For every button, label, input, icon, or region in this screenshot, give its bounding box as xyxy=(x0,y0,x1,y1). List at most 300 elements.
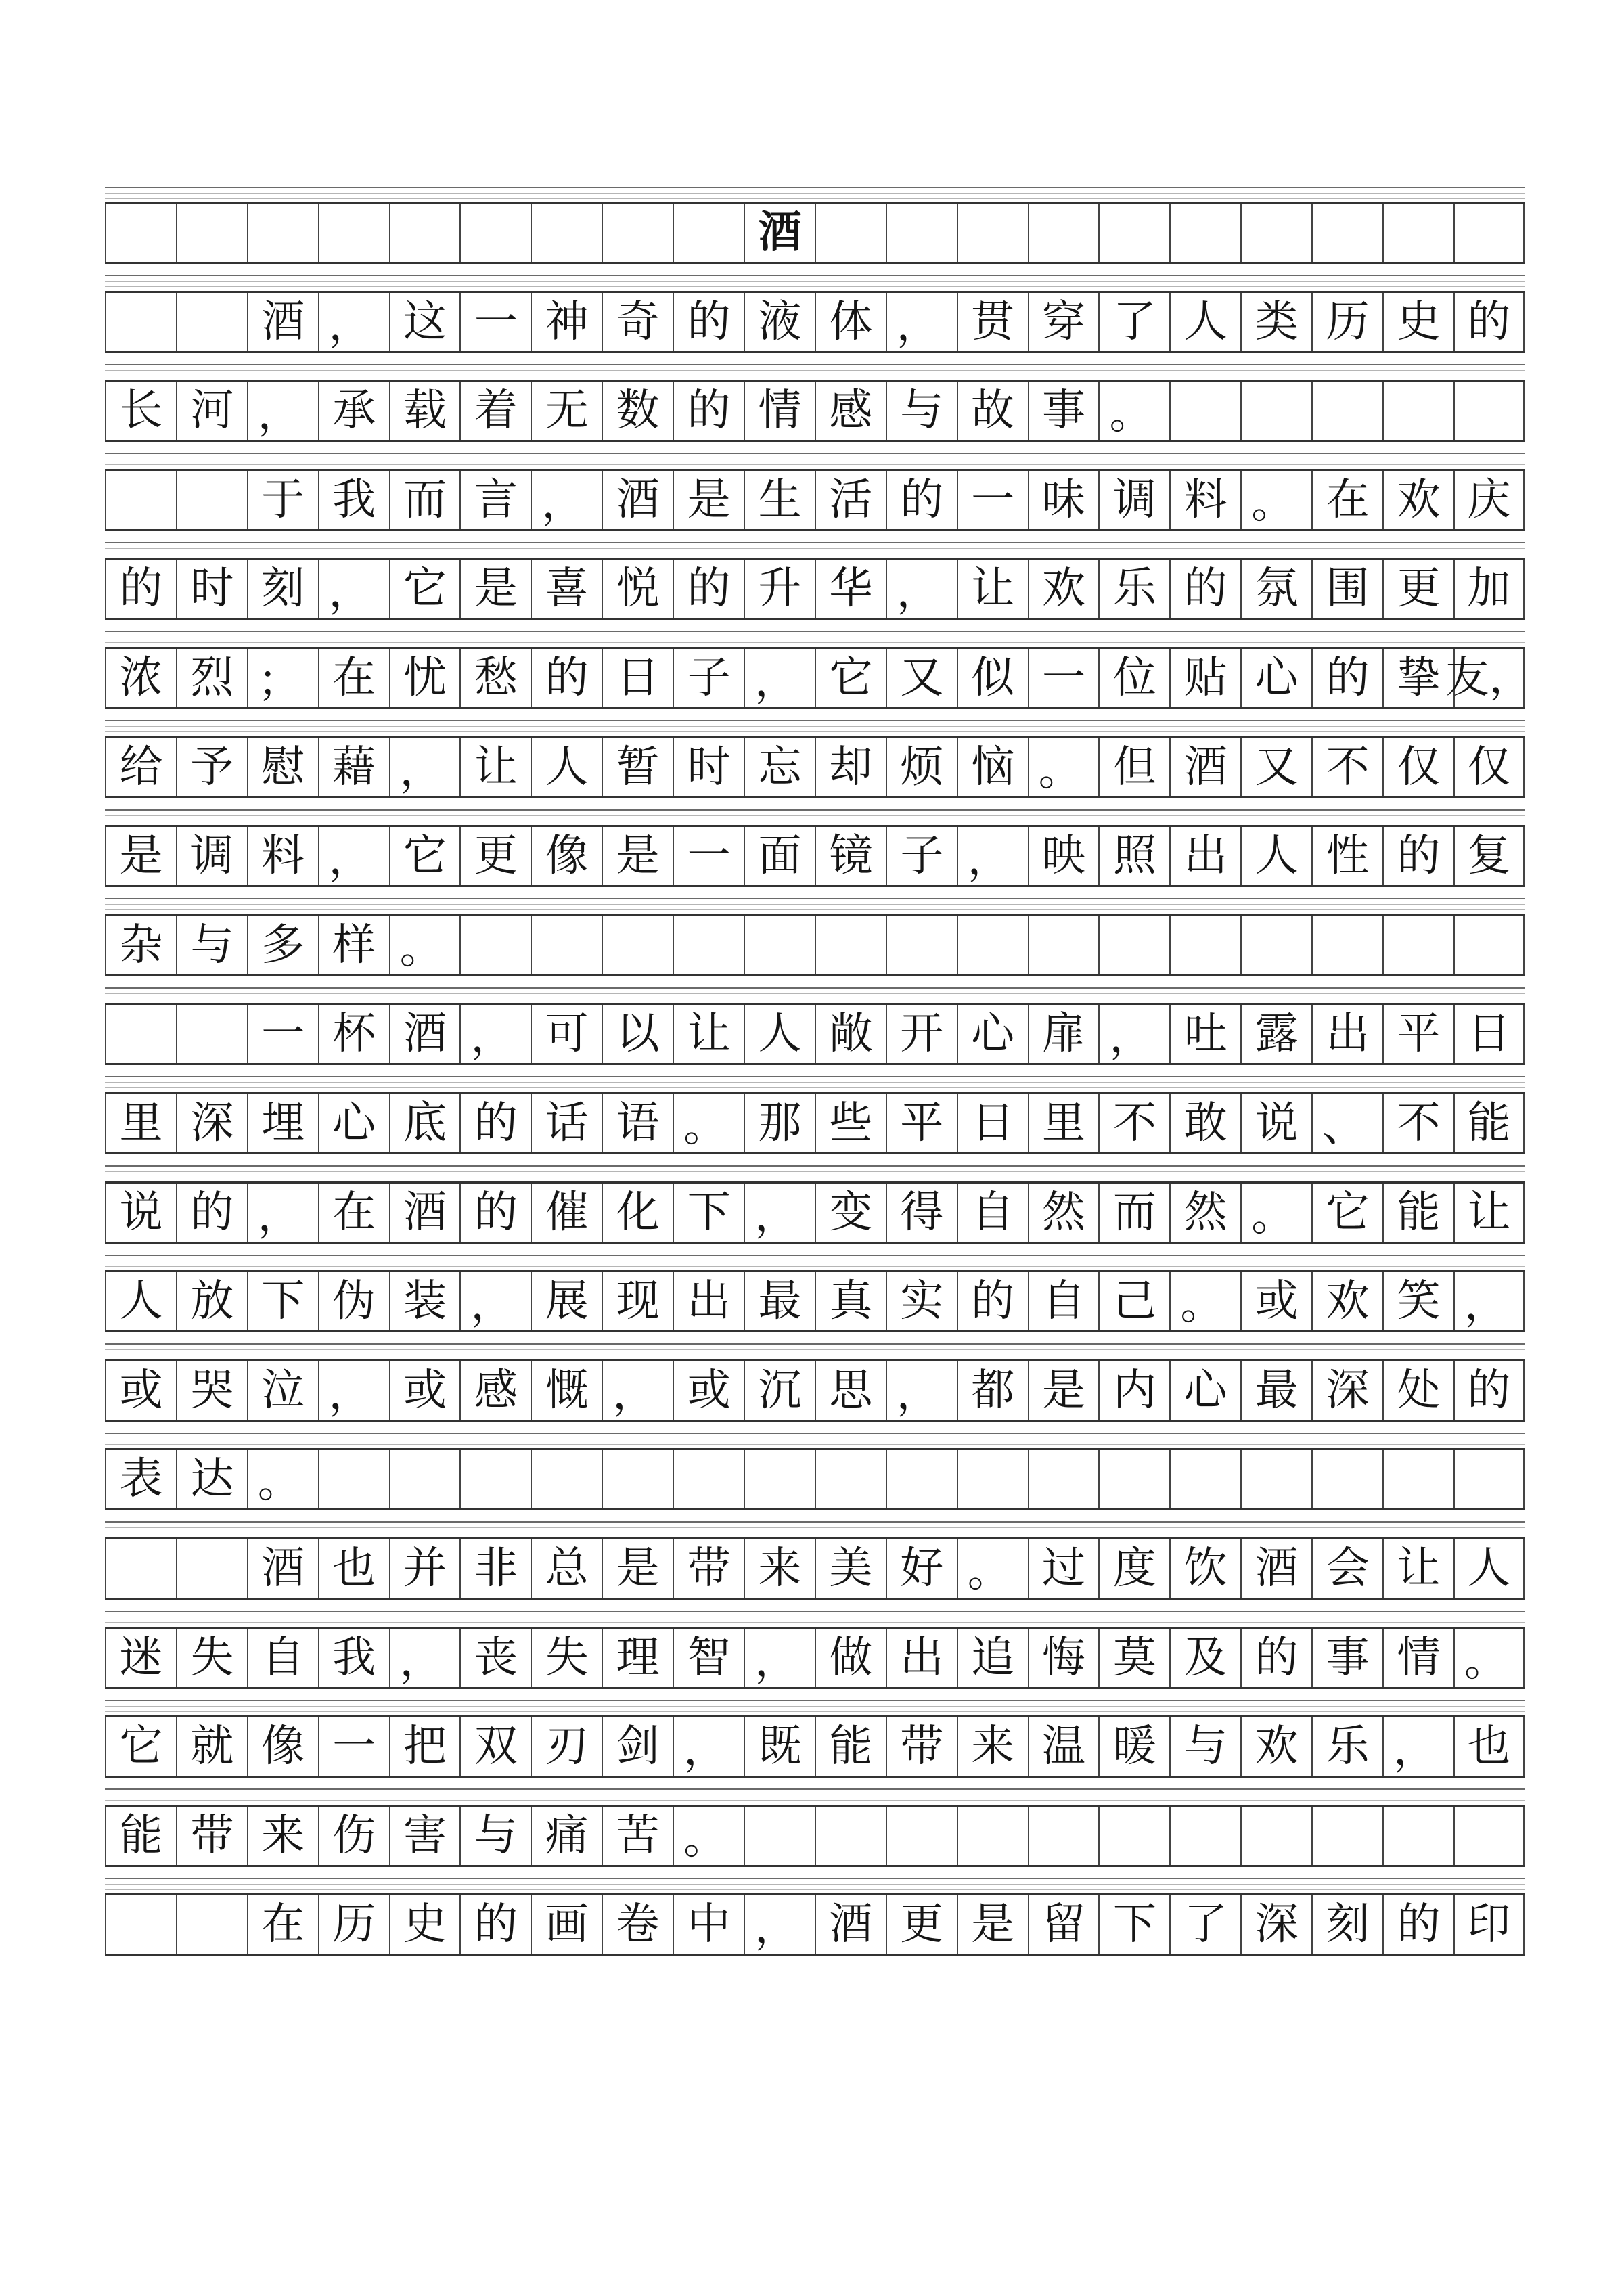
grid-cell: 面 xyxy=(744,827,815,885)
grid-cell: 放 xyxy=(176,1272,247,1330)
grid-cell: 带 xyxy=(673,1539,744,1598)
grid-cell: 让 xyxy=(673,1005,744,1063)
grid-cell: 来 xyxy=(744,1539,815,1598)
grid-cell: 苦 xyxy=(602,1807,673,1865)
grid-row xyxy=(105,1448,1525,1510)
grid-cell: 的 xyxy=(1311,649,1382,707)
grid-cell: 烦 xyxy=(886,738,957,796)
grid-cell: 的 xyxy=(459,1184,531,1242)
grid-cell: 感 xyxy=(459,1361,531,1420)
grid-cell: 感 xyxy=(815,382,886,440)
grid-cell xyxy=(1311,1807,1382,1865)
grid-cell: 心 xyxy=(1240,649,1311,707)
grid-cell: 时 xyxy=(673,738,744,796)
grid-cell: 带 xyxy=(886,1717,957,1776)
grid-cell: 料 xyxy=(247,827,318,885)
grid-cell: 迷 xyxy=(105,1629,176,1687)
grid-cell xyxy=(957,1807,1028,1865)
grid-cell: 害 xyxy=(389,1807,460,1865)
grid-cell xyxy=(1169,1450,1240,1508)
grid-cell: 。 xyxy=(957,1539,1028,1598)
grid-cell: 催 xyxy=(531,1184,602,1242)
grid-cell: 仅 xyxy=(1453,738,1525,796)
grid-cell: 酒 xyxy=(1169,738,1240,796)
grid-cell: 也 xyxy=(318,1539,389,1598)
grid-cell: 伪 xyxy=(318,1272,389,1330)
grid-cell: 像 xyxy=(247,1717,318,1776)
grid-cell: 一 xyxy=(957,471,1028,529)
grid-row xyxy=(105,914,1525,976)
grid-cell: 卷 xyxy=(602,1895,673,1954)
grid-cell: 。 xyxy=(1240,471,1311,529)
grid-row xyxy=(105,1003,1525,1065)
grid-cell: 能 xyxy=(105,1807,176,1865)
grid-cell xyxy=(389,204,460,262)
grid-cell: 或 xyxy=(1240,1272,1311,1330)
grid-cell xyxy=(744,916,815,974)
grid-separator xyxy=(105,187,1525,188)
grid-cell: ， xyxy=(886,560,957,618)
grid-cell xyxy=(1169,382,1240,440)
grid-cell: 历 xyxy=(318,1895,389,1954)
grid-cell: 心 xyxy=(957,1005,1028,1063)
grid-cell xyxy=(744,1450,815,1508)
grid-cell: 在 xyxy=(247,1895,318,1954)
grid-cell xyxy=(815,916,886,974)
grid-cell: 让 xyxy=(1382,1539,1453,1598)
grid-cell: 照 xyxy=(1098,827,1169,885)
grid-cell xyxy=(744,1807,815,1865)
grid-cell: ， xyxy=(389,1629,460,1687)
grid-cell xyxy=(105,293,176,351)
grid-cell: 一 xyxy=(459,293,531,351)
grid-cell xyxy=(1311,382,1382,440)
grid-cell xyxy=(1098,204,1169,262)
grid-cell: 能 xyxy=(1382,1184,1453,1242)
grid-cell: 的 xyxy=(1453,293,1525,351)
grid-cell xyxy=(1169,916,1240,974)
grid-cell: 让 xyxy=(957,560,1028,618)
grid-cell: 刻 xyxy=(1311,1895,1382,1954)
grid-cell: 酒 xyxy=(602,471,673,529)
grid-row xyxy=(105,1092,1525,1154)
grid-separator xyxy=(105,1788,1525,1790)
grid-cell xyxy=(459,1450,531,1508)
grid-cell: ； xyxy=(247,649,318,707)
grid-cell xyxy=(1098,1807,1169,1865)
grid-cell: 说 xyxy=(105,1184,176,1242)
grid-cell: 沉 xyxy=(744,1361,815,1420)
grid-cell xyxy=(531,916,602,974)
grid-cell xyxy=(815,1450,886,1508)
grid-cell: 愁 xyxy=(459,649,531,707)
grid-separator xyxy=(105,631,1525,632)
grid-cell: 留 xyxy=(1028,1895,1099,1954)
grid-cell: ， xyxy=(744,649,815,707)
grid-row xyxy=(105,558,1525,620)
grid-cell: 液 xyxy=(744,293,815,351)
grid-cell xyxy=(531,1450,602,1508)
grid-cell: 莫 xyxy=(1098,1629,1169,1687)
grid-cell: 的 xyxy=(105,560,176,618)
grid-cell: 都 xyxy=(957,1361,1028,1420)
grid-separator xyxy=(105,1433,1525,1434)
grid-cell: 真 xyxy=(815,1272,886,1330)
grid-cell: 酒 xyxy=(389,1184,460,1242)
grid-cell: 奇 xyxy=(602,293,673,351)
grid-cell xyxy=(176,1539,247,1598)
grid-cell: 它 xyxy=(389,827,460,885)
grid-cell: ， xyxy=(318,1361,389,1420)
grid-cell: 下 xyxy=(247,1272,318,1330)
grid-cell xyxy=(957,204,1028,262)
grid-cell: 承 xyxy=(318,382,389,440)
grid-cell: 忘 xyxy=(744,738,815,796)
grid-cell: 酒 xyxy=(744,204,815,262)
grid-cell: 现 xyxy=(602,1272,673,1330)
grid-row xyxy=(105,1893,1525,1956)
grid-cell: 那 xyxy=(744,1094,815,1152)
grid-cell: 化 xyxy=(602,1184,673,1242)
grid-cell xyxy=(176,1005,247,1063)
grid-cell: 己 xyxy=(1098,1272,1169,1330)
grid-cell: 人 xyxy=(531,738,602,796)
grid-cell: 做 xyxy=(815,1629,886,1687)
grid-cell: 更 xyxy=(459,827,531,885)
grid-cell: 然 xyxy=(1028,1184,1099,1242)
grid-cell: 欢 xyxy=(1382,471,1453,529)
grid-cell: 的 xyxy=(1453,1361,1525,1420)
grid-cell: 慰 xyxy=(247,738,318,796)
grid-cell: 历 xyxy=(1311,293,1382,351)
grid-cell: 穿 xyxy=(1028,293,1099,351)
grid-cell: 来 xyxy=(247,1807,318,1865)
grid-cell: 深 xyxy=(1240,1895,1311,1954)
grid-row xyxy=(105,647,1533,709)
grid-row xyxy=(105,1537,1525,1600)
grid-cell: 不 xyxy=(1098,1094,1169,1152)
grid-cell: 人 xyxy=(744,1005,815,1063)
grid-cell: 扉 xyxy=(1028,1005,1099,1063)
grid-cell: 它 xyxy=(389,560,460,618)
grid-cell xyxy=(1453,1807,1525,1865)
grid-cell: 也 xyxy=(1453,1717,1525,1776)
grid-cell: 追 xyxy=(957,1629,1028,1687)
grid-cell: 酒 xyxy=(247,1539,318,1598)
grid-cell: 平 xyxy=(1382,1005,1453,1063)
grid-cell xyxy=(957,1450,1028,1508)
grid-cell: 事 xyxy=(1311,1629,1382,1687)
grid-cell: 下 xyxy=(1098,1895,1169,1954)
grid-cell: 数 xyxy=(602,382,673,440)
grid-cell: 藉 xyxy=(318,738,389,796)
grid-cell: 神 xyxy=(531,293,602,351)
grid-cell: 并 xyxy=(389,1539,460,1598)
grid-cell: 日 xyxy=(602,649,673,707)
grid-cell: 自 xyxy=(1028,1272,1099,1330)
grid-cell: 又 xyxy=(1240,738,1311,796)
grid-cell: 无 xyxy=(531,382,602,440)
grid-cell: 过 xyxy=(1028,1539,1099,1598)
grid-cell xyxy=(176,293,247,351)
grid-cell: 里 xyxy=(105,1094,176,1152)
grid-cell xyxy=(1453,204,1525,262)
grid-cell: 实 xyxy=(886,1272,957,1330)
grid-cell: 史 xyxy=(389,1895,460,1954)
grid-cell: 。 xyxy=(1453,1629,1525,1687)
grid-cell: 是 xyxy=(602,827,673,885)
grid-cell: 深 xyxy=(1311,1361,1382,1420)
grid-cell: ， xyxy=(957,827,1028,885)
grid-cell xyxy=(459,204,531,262)
grid-cell: 双 xyxy=(459,1717,531,1776)
grid-separator xyxy=(105,364,1525,365)
grid-cell: 是 xyxy=(957,1895,1028,1954)
grid-cell: 。 xyxy=(673,1807,744,1865)
grid-cell: 变 xyxy=(815,1184,886,1242)
grid-separator xyxy=(105,987,1525,989)
grid-cell: 心 xyxy=(318,1094,389,1152)
grid-cell: 深 xyxy=(176,1094,247,1152)
grid-cell: 与 xyxy=(1169,1717,1240,1776)
grid-cell: 浓 xyxy=(105,649,176,707)
grid-cell: 心 xyxy=(1169,1361,1240,1420)
grid-cell xyxy=(1028,1807,1099,1865)
grid-cell: 或 xyxy=(673,1361,744,1420)
grid-cell: 装 xyxy=(389,1272,460,1330)
grid-cell xyxy=(105,1895,176,1954)
grid-cell: 总 xyxy=(531,1539,602,1598)
grid-cell: ， xyxy=(744,1184,815,1242)
grid-cell: 乐 xyxy=(1311,1717,1382,1776)
grid-cell: 得 xyxy=(886,1184,957,1242)
grid-cell: ， xyxy=(531,471,602,529)
grid-cell: 及 xyxy=(1169,1629,1240,1687)
grid-cell: 度 xyxy=(1098,1539,1169,1598)
grid-cell: 料 xyxy=(1169,471,1240,529)
grid-cell xyxy=(105,1539,176,1598)
grid-cell: 中 xyxy=(673,1895,744,1954)
grid-cell: 的 xyxy=(176,1184,247,1242)
grid-cell: 恼 xyxy=(957,738,1028,796)
grid-cell: ， xyxy=(744,1629,815,1687)
grid-cell: 映 xyxy=(1028,827,1099,885)
grid-cell: 升 xyxy=(744,560,815,618)
grid-cell: 露 xyxy=(1240,1005,1311,1063)
grid-cell xyxy=(247,204,318,262)
grid-cell xyxy=(1453,382,1525,440)
grid-cell: 镜 xyxy=(815,827,886,885)
grid-cell xyxy=(673,204,744,262)
grid-cell: 的 xyxy=(886,471,957,529)
grid-cell: 与 xyxy=(176,916,247,974)
grid-cell: 非 xyxy=(459,1539,531,1598)
grid-cell: 刃 xyxy=(531,1717,602,1776)
grid-cell: ， xyxy=(673,1717,744,1776)
grid-cell: 些 xyxy=(815,1094,886,1152)
grid-cell: 最 xyxy=(744,1272,815,1330)
grid-cell: ， xyxy=(744,1895,815,1954)
grid-cell: 以 xyxy=(602,1005,673,1063)
grid-cell: 吐 xyxy=(1169,1005,1240,1063)
grid-cell: 能 xyxy=(815,1717,886,1776)
grid-cell: ， xyxy=(459,1272,531,1330)
grid-cell: 一 xyxy=(318,1717,389,1776)
grid-cell: 的 xyxy=(1382,827,1453,885)
grid-cell: 的 xyxy=(1382,1895,1453,1954)
grid-cell: 事 xyxy=(1028,382,1099,440)
grid-cell: 位 xyxy=(1098,649,1169,707)
grid-separator xyxy=(105,1165,1525,1167)
grid-cell: 。 xyxy=(1098,382,1169,440)
grid-cell xyxy=(318,1450,389,1508)
grid-cell: 丧 xyxy=(459,1629,531,1687)
grid-cell: 载 xyxy=(389,382,460,440)
grid-cell: 的 xyxy=(531,649,602,707)
grid-separator xyxy=(105,1700,1525,1701)
grid-cell: 调 xyxy=(176,827,247,885)
grid-cell: 美 xyxy=(815,1539,886,1598)
grid-cell: 泣 xyxy=(247,1361,318,1420)
grid-cell: 但 xyxy=(1098,738,1169,796)
grid-cell: 达 xyxy=(176,1450,247,1508)
grid-row xyxy=(105,1270,1525,1332)
grid-cell xyxy=(105,204,176,262)
grid-cell xyxy=(1311,204,1382,262)
grid-row xyxy=(105,736,1525,798)
grid-cell xyxy=(1382,916,1453,974)
grid-cell: 悔 xyxy=(1028,1629,1099,1687)
grid-separator xyxy=(105,1255,1525,1256)
grid-cell xyxy=(1240,1450,1311,1508)
grid-cell xyxy=(1311,1450,1382,1508)
grid-cell: 忧 xyxy=(389,649,460,707)
grid-cell: 酒 xyxy=(815,1895,886,1954)
grid-cell: 在 xyxy=(318,649,389,707)
grid-cell: 。 xyxy=(673,1094,744,1152)
grid-cell: 暖 xyxy=(1098,1717,1169,1776)
grid-cell: 与 xyxy=(459,1807,531,1865)
grid-cell: 长 xyxy=(105,382,176,440)
grid-cell: 伤 xyxy=(318,1807,389,1865)
grid-cell: ， xyxy=(247,382,318,440)
grid-cell: 。 xyxy=(389,916,460,974)
grid-cell: 的 xyxy=(957,1272,1028,1330)
grid-cell: 不 xyxy=(1311,738,1382,796)
grid-cell: 悦 xyxy=(602,560,673,618)
grid-row xyxy=(105,825,1525,887)
grid-cell: 欢 xyxy=(1311,1272,1382,1330)
grid-cell: 。 xyxy=(1169,1272,1240,1330)
grid-cell: 的 xyxy=(673,560,744,618)
writing-grid-sheet xyxy=(105,187,1533,2081)
grid-cell: 它 xyxy=(1311,1184,1382,1242)
grid-cell xyxy=(602,916,673,974)
grid-cell: 开 xyxy=(886,1005,957,1063)
grid-cell xyxy=(602,1450,673,1508)
grid-cell: 它 xyxy=(105,1717,176,1776)
grid-cell: 仅 xyxy=(1382,738,1453,796)
grid-cell: 加 xyxy=(1453,560,1525,618)
grid-cell xyxy=(176,204,247,262)
grid-cell: 的 xyxy=(1169,560,1240,618)
grid-cell: 展 xyxy=(531,1272,602,1330)
grid-cell xyxy=(1311,916,1382,974)
grid-cell: 或 xyxy=(105,1361,176,1420)
grid-row xyxy=(105,1359,1525,1422)
grid-cell: ， xyxy=(389,738,460,796)
grid-cell: 像 xyxy=(531,827,602,885)
grid-cell xyxy=(815,1807,886,1865)
grid-cell: 更 xyxy=(886,1895,957,1954)
grid-cell: 围 xyxy=(1311,560,1382,618)
grid-row xyxy=(105,1715,1525,1778)
grid-cell: 而 xyxy=(1098,1184,1169,1242)
grid-cell: ， xyxy=(1098,1005,1169,1063)
grid-cell: 友， xyxy=(1453,649,1525,707)
grid-cell xyxy=(1382,204,1453,262)
grid-cell: 贯 xyxy=(957,293,1028,351)
grid-cell: 子 xyxy=(886,827,957,885)
grid-cell: ， xyxy=(1382,1717,1453,1776)
grid-cell: 更 xyxy=(1382,560,1453,618)
grid-cell: 日 xyxy=(957,1094,1028,1152)
grid-cell: 表 xyxy=(105,1450,176,1508)
grid-cell: 情 xyxy=(1382,1629,1453,1687)
grid-cell: 里 xyxy=(1028,1094,1099,1152)
grid-cell: 时 xyxy=(176,560,247,618)
grid-cell xyxy=(176,471,247,529)
grid-cell: 多 xyxy=(247,916,318,974)
grid-cell: 平 xyxy=(886,1094,957,1152)
grid-cell: 不 xyxy=(1382,1094,1453,1152)
grid-cell: 下 xyxy=(673,1184,744,1242)
grid-cell: 在 xyxy=(1311,471,1382,529)
grid-separator xyxy=(105,809,1525,811)
grid-cell: 杯 xyxy=(318,1005,389,1063)
grid-separator xyxy=(105,720,1525,721)
grid-cell xyxy=(1028,916,1099,974)
grid-cell: 一 xyxy=(1028,649,1099,707)
grid-cell: 带 xyxy=(176,1807,247,1865)
grid-cell: 史 xyxy=(1382,293,1453,351)
grid-cell xyxy=(1240,1807,1311,1865)
grid-cell: ， xyxy=(886,1361,957,1420)
grid-cell: ， xyxy=(318,560,389,618)
grid-cell xyxy=(673,1450,744,1508)
grid-cell: 然 xyxy=(1169,1184,1240,1242)
grid-cell: 调 xyxy=(1098,471,1169,529)
grid-separator xyxy=(105,1343,1525,1345)
grid-cell: 它 xyxy=(815,649,886,707)
grid-cell: 子 xyxy=(673,649,744,707)
grid-cell xyxy=(105,1005,176,1063)
grid-cell xyxy=(602,204,673,262)
grid-cell: 似 xyxy=(957,649,1028,707)
grid-cell: 温 xyxy=(1028,1717,1099,1776)
grid-cell: 人 xyxy=(105,1272,176,1330)
grid-cell: 是 xyxy=(1028,1361,1099,1420)
grid-cell xyxy=(459,916,531,974)
grid-cell: 是 xyxy=(459,560,531,618)
grid-cell: 是 xyxy=(673,471,744,529)
grid-cell: 痛 xyxy=(531,1807,602,1865)
grid-cell: ， xyxy=(318,827,389,885)
grid-cell xyxy=(1382,1807,1453,1865)
grid-cell: 是 xyxy=(105,827,176,885)
grid-cell: 于 xyxy=(247,471,318,529)
grid-cell xyxy=(531,204,602,262)
